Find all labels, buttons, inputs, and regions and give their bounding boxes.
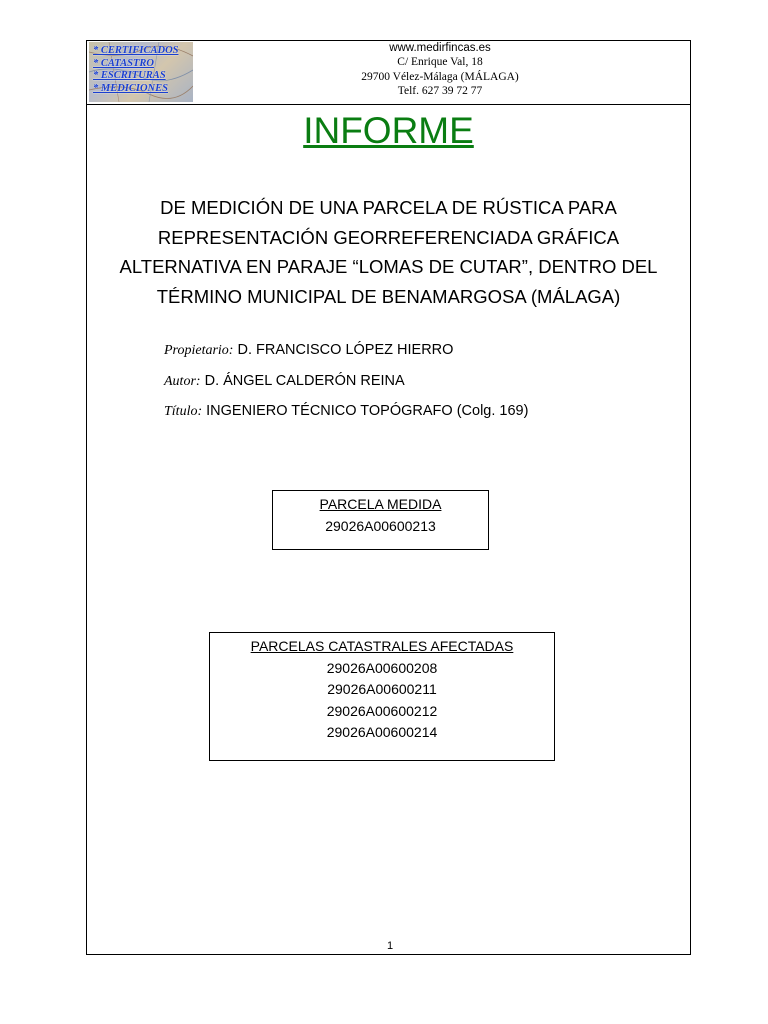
degree-value: INGENIERO TÉCNICO TOPÓGRAFO (Colg. 169) [206,403,529,419]
subtitle-line: REPRESENTACIÓN GEORREFERENCIADA GRÁFICA [157,226,620,248]
owner-row [164,340,453,361]
page-number: 1 [386,940,394,952]
logo-line-escrituras: * ESCRITURAS [93,70,166,81]
affected-parcel-code: 29026A00600211 [327,681,437,697]
measured-parcel-code: 29026A00600213 [325,517,436,534]
logo-line-certificados: * CERTIFICADOS [93,45,179,56]
degree-label: Título: [164,404,203,419]
owner-value: D. FRANCISCO LÓPEZ HIERRO [237,342,454,358]
contact-block [300,41,580,99]
logo-line-mediciones: * MEDICIONES [93,82,168,94]
affected-parcel-code: 29026A00600208 [326,659,438,676]
company-logo [89,42,193,102]
subtitle-line: ALTERNATIVA EN PARAJE “LOMAS DE CUTAR”, DENTRO DEL [119,256,658,277]
logo-line-catastro: * CATASTRO [93,57,154,69]
document-subtitle [100,193,677,311]
affected-parcels-heading: PARCELAS CATASTRALES AFECTADAS [250,638,514,654]
author-row [164,371,405,392]
phone-number: Telf. 627 39 72 77 [397,85,483,97]
subtitle-line: DE MEDICIÓN DE UNA PARCELA DE RÚSTICA PARA [160,197,617,218]
measured-parcel-box [272,490,489,550]
author-value: D. ÁNGEL CALDERÓN REINA [204,373,405,389]
owner-label: Propietario: [164,343,234,358]
document-title: INFORME [303,110,474,151]
subtitle-line: TÉRMINO MUNICIPAL DE BENAMARGOSA (MÁLAGA) [156,285,621,307]
website-link[interactable]: www.medirfincas.es [389,42,491,54]
address-street: C/ Enrique Val, 18 [397,56,483,68]
affected-parcel-code: 29026A00600212 [326,702,438,719]
affected-parcel-code: 29026A00600214 [326,724,438,740]
affected-parcels-box [209,632,555,761]
measured-parcel-heading: PARCELA MEDIDA [319,496,442,512]
degree-row [164,401,528,422]
author-label: Autor: [164,374,201,389]
header-divider [86,104,691,105]
address-city: 29700 Vélez-Málaga (MÁLAGA) [361,70,519,83]
